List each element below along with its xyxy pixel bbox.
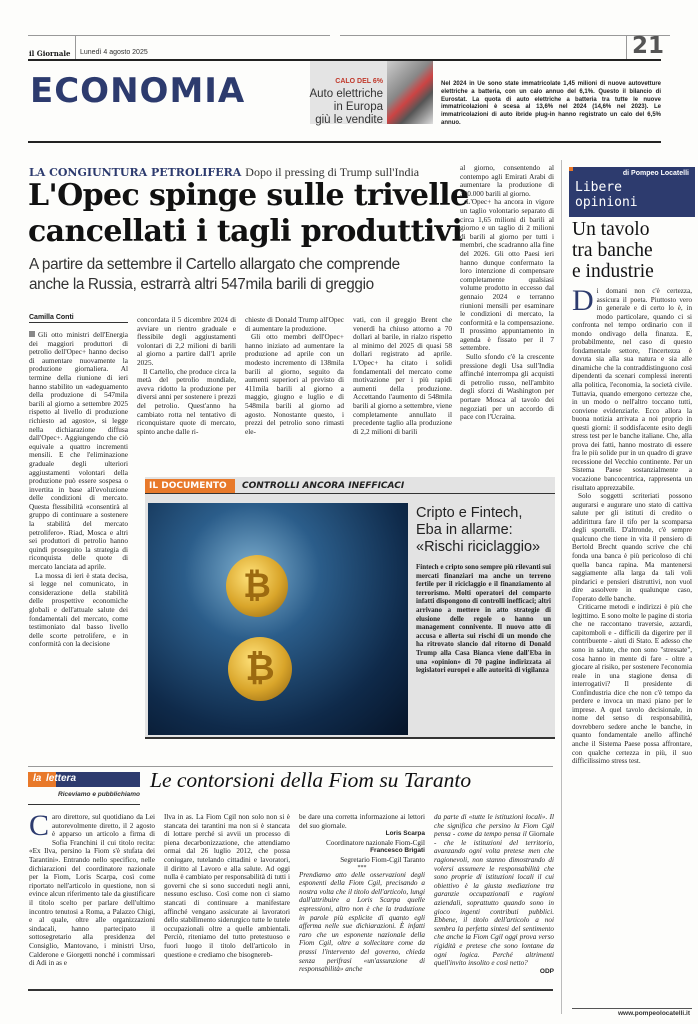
- headline-line: Cripto e Fintech,: [416, 505, 523, 521]
- website-rule: [572, 1008, 692, 1009]
- document-rule: [145, 493, 555, 494]
- letter-top-rule: [28, 766, 553, 767]
- editor-reply: Prendiamo atto delle osservazioni degli esponenti della Fiom Cgil, precisando a nostra volta che il titolo dell'articolo, lungi dall'attribuire a Loris Scarpa quelle espressioni, altro non è che la traduzione in parole più esplicite di quanto egli afferma nelle sue dichiarazioni. È infatti raro che un esponente nazionale della Fiom Cgil, oltre a sollecitare come da prassi l'intervento del governo, chieda senza perifrasi «un'assunzione di responsabilità» anche: [299, 870, 425, 974]
- headline-line: «Rischi riciclaggio»: [416, 539, 541, 555]
- document-body: Fintech e cripto sono sempre più rilevanti sui mercati finanziari ma anche un terreno fertile per il riciclaggio e il finanziamento al terrorismo. Molti operatori del comparto infatti dispongono di controlli inefficaci; altri arrivano a mettere in atto strategie di elusione delle regole o hanno un management connivente. Il nuovo atto di accusa e allerta sui rischi di un mondo che ha ritrovato slancio dal ritorno di Donald Trump alla Casa Bianca viene dall'Eba in una «opinion» di 70 pagine indirizzata ai legislatori europei e alle autorità di vigilanza: [416, 563, 551, 675]
- headline-line: cancellati i tagli produttivi: [28, 214, 463, 249]
- paragraph: al giorno, consentendo al contempo agli Emirati Arabi di aumentare la produzione di 300.000 barili al giorno.: [460, 163, 554, 198]
- byline: Camilla Conti: [29, 314, 128, 323]
- dropcap: C: [29, 809, 50, 842]
- opinion-header: [569, 167, 695, 217]
- paragraph: Ilva in as. La Fiom Cgil non solo non si è stancata dei tarantini ma non si è stancata di lottare perché si avvii un processo di piena decarbonizzazione, che attendiamo ormai dal 26 luglio 2012, che possa coniugare, tutelando cittadini e lavoratori, il diritto al Lavoro e alla salute. Ad oggi nulla è cambiato per responsabilità di tutti i governi che si sono succeduti negli anni, nessuno escluso. Così come non ci siamo stancati di continuare a manifestare affinché vengano assicurate ai lavoratori dello stabilimento siderurgico tutte le tutele occupazionali oltre a quelle ambientali. Perciò, riteniamo del tutto pretestuoso e fuori luogo il titolo dell'articolo in questione e crediamo che bisognereb-: [164, 813, 290, 959]
- kicker-sub: Dopo il pressing di Trump sull'India: [245, 165, 420, 179]
- opinion-rubric: [575, 180, 638, 210]
- reply-newspaper-name: Giornale: [528, 830, 554, 839]
- separator: ***: [357, 864, 367, 871]
- promo-kicker: CALO DEL 6%: [335, 78, 383, 85]
- signature-name: Francesco Brigati: [370, 847, 425, 855]
- letter-tag-prefix: la: [33, 773, 42, 784]
- promo-title-line: in Europa: [333, 101, 383, 113]
- headline-line: Eba in allarme:: [416, 522, 513, 538]
- headline-line: Un tavolo: [572, 219, 650, 240]
- paragraph: L'Opec+ ha ancora in vigore un taglio volontario separato di circa 1,65 milioni di barili al giorno e un taglio di 2 milioni di barili al giorno per tutti i membri, che scadranno alla fine del 2026. Gli otto Paesi ieri hanno dunque confermato la loro intenzione di compensare completamente qualsiasi volume prodotto in eccesso dal gennaio 2024 e terranno riunioni mensili per esaminare le condizioni di mercato, la conformità e la compensazione. Il prossimo appuntamento in agenda è fissato per il 7 settembre.: [460, 197, 554, 353]
- rubric-line: Libere: [575, 180, 622, 195]
- document-bottom-rule: [145, 737, 555, 739]
- article-column-3: [245, 316, 344, 436]
- promo-title: [309, 88, 383, 127]
- subhead-line: anche la Russia, estrarrà altri 547mila barili di greggio: [29, 276, 374, 293]
- letter-column-3: [299, 813, 425, 974]
- headline-line: tra banche: [572, 240, 653, 261]
- opinion-author: di Pompeo Locatelli: [622, 170, 689, 177]
- section-title: ECONOMIA: [30, 71, 246, 111]
- editor-signoff: ODP: [539, 967, 554, 975]
- paragraph: i domani non c'è certezza, assicura il poeta. Piuttosto vero in generale e di certo lo è, in modo particolare, quando ci si confronta nel tempo ordinario con il mondo ondivago della finanza. E, probabilmente, nel caso di questo fondamentale settore, l'incertezza è dovuta sia alla sua natura e sia alle dinamiche che la contraddistinguono così dipendenti da scenari complessi inerenti alla politica, l'economia, la società civile. Tuttavia, quando emergono certezze che, in un modo o nell'altro toccano tutti, conviene evidenziarle. Ecco allora la buona notizia arrivata a noi proprio in questi giorni: il soddisfacente esito degli stress test per le banche italiane. Che, alla prova dei fatti, hanno mostrato di essere fra le più solide pur in un quadro di grave recessione del Vecchio continente. Per un Sistema Paese sostanzialmente a vocazione bancocentrica, rappresenta un risultato apprezzabile.: [572, 287, 692, 492]
- paragraph: concordata il 5 dicembre 2024 di avviare un rientro graduale e flessibile degli aggiustamenti volontari di 2,2 milioni di barili al giorno a partire dall'1 aprile 2025.: [137, 315, 236, 367]
- article-column-1: [29, 331, 128, 649]
- article-column-4: [353, 316, 452, 436]
- article-column-2: [137, 316, 236, 436]
- article-column-5: [460, 164, 554, 422]
- document-headline: [416, 505, 540, 556]
- opinion-headline[interactable]: [572, 219, 654, 282]
- bitcoin-photo: [148, 503, 408, 735]
- page-number: 21: [632, 33, 665, 59]
- author-website[interactable]: www.pompeolocatelli.it: [618, 1010, 690, 1017]
- document-tag: IL DOCUMENTO: [145, 479, 235, 493]
- paragraph: Il Cartello, che produce circa la metà del petrolio mondiale, aveva ridotto la produzione per diversi anni per sostenere i prezzi del petrolio. Quest'anno ha cambiato rotta nel tentativo di riconquistare quote di mercato, spinto anche dalle ri-: [137, 366, 236, 436]
- top-rule: [340, 35, 670, 36]
- letter-column-1: [29, 809, 155, 968]
- opinion-body: [572, 284, 692, 766]
- document-kicker: CONTROLLI ANCORA INEFFICACI: [242, 481, 405, 491]
- kicker-label: LA CONGIUNTURA PETROLIFERA: [29, 166, 242, 179]
- section-rule: [28, 141, 661, 143]
- paragraph: be dare una corretta informazione ai lettori del suo giornale.: [299, 813, 425, 830]
- editor-reply: [434, 813, 554, 968]
- top-rule: [28, 35, 330, 36]
- paragraph: La mossa di ieri è stata decisa, si legge nel comunicato, in considerazione della stabilità delle prospettive economiche globali e dell'attuale salute dei fondamentali del mercato, come testimoniato dal basso livello delle scorte petrolifere, e in conformità con la decisione: [29, 570, 128, 649]
- article-headline[interactable]: [28, 178, 468, 250]
- paragraph: chieste di Donald Trump all'Opec di aumentare la produzione.: [245, 315, 344, 333]
- subhead-line: A partire da settembre il Cartello allargato che comprende: [29, 256, 400, 273]
- issue-date: Lunedì 4 agosto 2025: [80, 49, 148, 56]
- signature-name: Loris Scarpa: [385, 830, 425, 838]
- bitcoin-coin-icon: ₿: [228, 637, 292, 701]
- paragraph: vati, con il greggio Brent che venerdì ha chiuso attorno a 70 dollari al barile, in rialzo rispetto al minimo del 2025 di quasi 58 dollari registrato ad aprile. L'Opec+ ha citato i solidi fondamentali del mercato come motivazione per i più rapidi aumenti della produzione. Accettando l'aumento di 548mila barili al giorno a settembre, viene completamente annullato il precedente taglio alla produzione di 2,2 milioni di barili: [353, 315, 452, 436]
- paragraph: Gli otto ministri dell'Energia dei maggiori produttori di petrolio dell'Opec+ hanno deciso di aumentare nuovamente la produzione giornaliera. Al termine della riunione di ieri hanno stabilito un «adeguamento della produzione di 547mila barili al giorno a settembre 2025 rispetto al livello di produzione richiesto ad agosto», si legge nella dichiarazione diffusa dall'Opec+. Aggiungendo che ciò equivale a quattro incrementi mensili. E che l'eliminazione graduale degli ulteriori aggiustamenti volontari della produzione può essere sospesa o invertita in base all'evoluzione delle condizioni di mercato. Questa flessibilità «consentirà al gruppo di continuare a sostenere la stabilità del mercato petrolifero». Riad, Mosca e altri sei produttori di petrolio hanno quindi proseguito la strategia di riconquista delle quote di mercato lanciata ad aprile.: [29, 330, 128, 572]
- orange-corner-mark: [569, 167, 573, 171]
- reply-text: da parte di «tutte le istituzioni locali». Il che significa che persino la Fiom Cgil pensa - come da tempo pensa il: [434, 813, 554, 839]
- article-subhead: [29, 255, 400, 295]
- newspaper-name: il Giornale: [29, 49, 71, 58]
- promo-title-line: giù le vendite: [315, 114, 383, 126]
- bitcoin-coin-icon: ₿: [226, 555, 288, 617]
- column-divider: [561, 160, 562, 1014]
- paragraph: Sullo sfondo c'è la crescente pressione degli Usa sull'India affinché interrompa gli acquisti di petrolio russo, nell'ambito degli sforzi di Washington per portare Mosca al tavolo dei negoziati per un accordo di pace con l'Ucraina.: [460, 352, 554, 422]
- letter-bottom-rule: [28, 989, 553, 991]
- page-number-divider: [626, 35, 627, 59]
- paragraph: Gli otto membri dell'Opec+ hanno iniziato ad aumentare la produzione ad aprile con un modesto incremento di 138mila barili al giorno, seguito da aumenti superiori al previsto di 411mila barili al giorno a maggio, giugno e luglio e di 548mila barili al giorno ad agosto. Nonostante questo, i prezzi del petrolio sono rimasti ele-: [245, 332, 344, 436]
- promo-title-line: Auto elettriche: [309, 88, 383, 100]
- paragraph: aro direttore, sul quotidiano da Lei autorevolmente diretto, il 2 agosto è apparso un articolo a firma di Sofia Franchini il cui titolo recita: «Ex Ilva, persino la Fiom s'è stufata dei Tarantini». Entrando nello specifico, nelle dichiarazioni del coordinatore nazionale per la Fiom, Loris Scarpa, così come riportato nell'articolo in questione, non si evince alcun riferimento tale da giustificare il titolo scelto per parlare dell'ultimo incontro tenutosi a Roma, a Palazzo Chigi, e al quale, oltre alle organizzazioni sindacali, hanno partecipato il sottosegretario alla presidenza del Consiglio, Mantovano, i ministri Urso, Calderone e Giorgetti nonché i commissari di Adi in as e: [29, 813, 155, 968]
- paragraph: Solo soggetti scriteriati possono augurarsi e augurare uno stato di cattiva salute per gli istituti di credito o addirittura fare il tifo per la scomparsa degli sportelli. D'altronde, c'è sempre qualcuno che tiene in vita il pensiero di Bertold Brecht quando scrive che chi fonda una banca è più pericoloso di chi quella banca rapina. Ma mantenersi saggiamente alla larga da tali voli pindarici e pensieri distruttivi, non vuol dire assolvere in qualunque caso, l'operato delle banche.: [572, 492, 692, 603]
- headline-line: L'Opec spinge sulle trivelle: [28, 178, 469, 213]
- signature-role: Segretario Fiom-Cgil Taranto: [340, 855, 425, 864]
- paragraph: Criticarne metodi e indirizzi è più che legittimo. E sono molte le pagine di storia che ne raccontano traversie, azzardi, capitomboli e - difficili da digerire per il contribuente - aiuti di Stato. E adesso che sono in salute, che non sono "stressate", cosa hanno in mente di fare - oltre a giocare al risiko, per sostenere l'economia reale in una stagione densa di interrogativi? Il presidente di Confindustria dice che non c'è tempo da perdere e invoca un maxi piano per le imprese. A quel tavolo decisionale, in nome del senso di responsabilità, dovrebbero sedere anche le banche, in quanto fondamentale anello affinché anche il Sistema Paese possa affrontare, con qualche certezza in più, il suo difficilissimo stress test.: [572, 603, 692, 766]
- rubric-line: opinioni: [575, 195, 638, 210]
- letter-column-2: [164, 813, 290, 959]
- reply-text: - che le istituzioni del territorio, avanzando ogni volta pretese men che ragionevoli, non stanno dimostrando di volersi assumere le responsabilità che sono proprie di istituzioni locali il cui obiettivo è la giusta mediazione tra garanzie occupazionali e ragioni aziendali, soprattutto quando sono in gioco ingenti contributi pubblici. Ebbene, il titolo dell'articolo a noi sembra la perfetta sintesi del sentimento che anche la Fiom Cgil oggi prova verso rigidità e pretese che sono lontane da ogni logica. Perché altrimenti quell'invito insolito e così netto?: [434, 838, 554, 968]
- headline-line: e industrie: [572, 261, 654, 282]
- letter-tag: [28, 772, 140, 787]
- ev-charging-photo: [387, 61, 433, 124]
- letter-sub-rule: [28, 804, 140, 805]
- letter-column-4: [434, 813, 554, 976]
- letter-tag-word: lettera: [46, 773, 77, 784]
- signature-role: Coordinatore nazionale Fiom-Cgil: [325, 838, 425, 847]
- dropcap: D: [572, 284, 594, 317]
- promo-box[interactable]: [310, 61, 387, 124]
- masthead-divider: [75, 35, 76, 59]
- promo-body: Nel 2024 in Ue sono state immatricolate 1,45 milioni di nuove autovetture elettriche a batteria, con un calo annuo del 6,1%. Questo il bilancio di Eurostat. La quota di auto elettriche a batteria tra tutte le nuove immatricolazioni è scesa al 13,6% nel 2024 (14,6% nel 2023). Le immatricolazioni di auto ibride plug-in hanno registrato un calo del 6,5% annuo.: [441, 81, 661, 126]
- lead-square-icon: [29, 331, 35, 337]
- letter-subtitle: Riceviamo e pubblichiamo: [58, 791, 140, 798]
- letter-headline[interactable]: Le contorsioni della Fiom su Taranto: [150, 768, 472, 792]
